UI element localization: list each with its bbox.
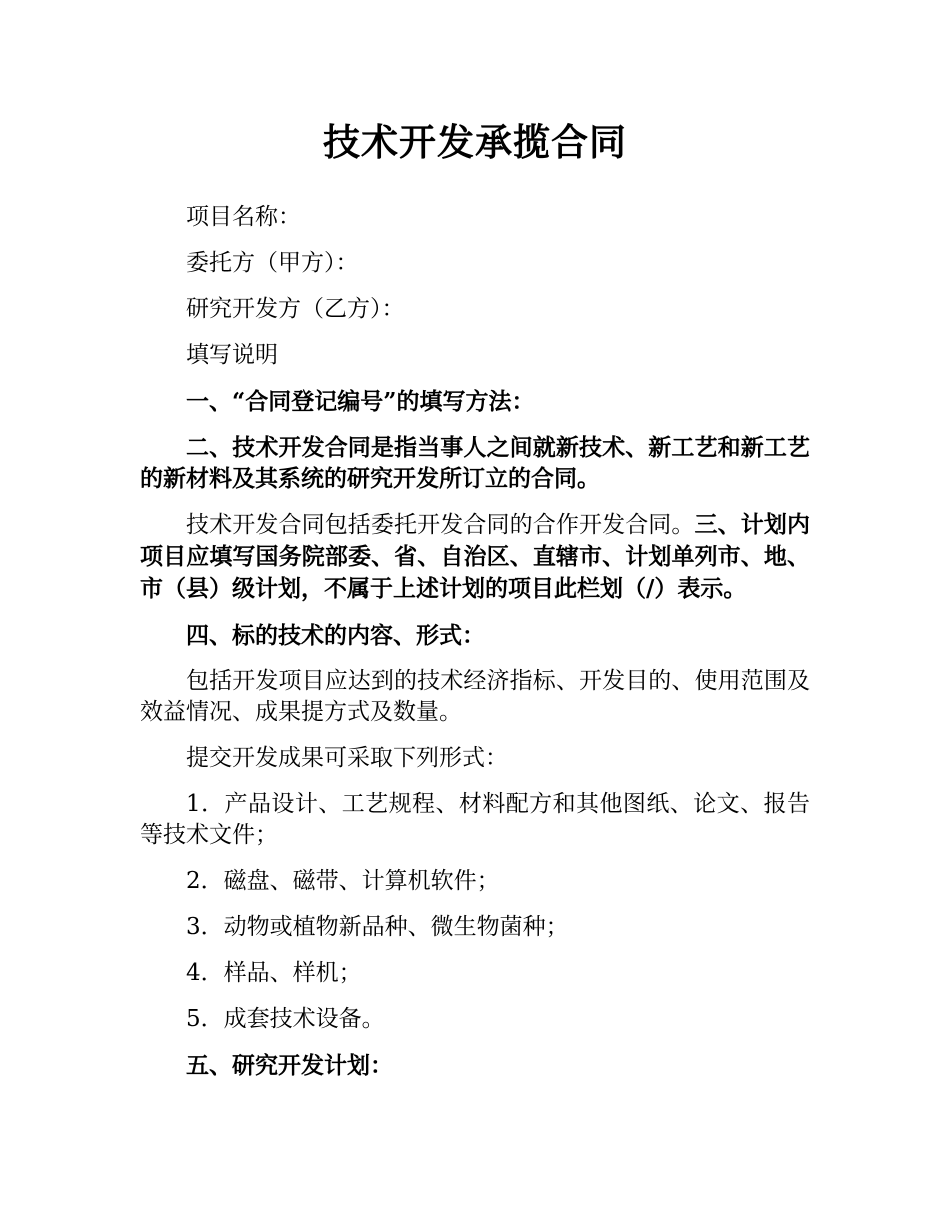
targets-paragraph: 包括开发项目应达到的技术经济指标、开发目的、使用范围及效益情况、成果提方式及数量。 (140, 668, 810, 725)
document-title: 技术开发承揽合同 (323, 120, 627, 164)
field-developer: 研究开发方（乙方）： (186, 296, 405, 322)
field-project-name: 项目名称： (186, 204, 301, 230)
instructions-heading: 填写说明 (186, 342, 278, 368)
field-client: 委托方（甲方）： (186, 250, 359, 276)
item-2-paragraph: 二、技术开发合同是指当事人之间就新技术、新工艺和新工艺的新材料及其系统的研究开发所订立的合同。 (140, 434, 810, 492)
list-item: 1．产品设计、工艺规程、材料配方和其他图纸、论文、报告等技术文件； (140, 791, 810, 848)
item-5-heading: 五、研究开发计划： (186, 1052, 393, 1079)
list-item: 5．成套技术设备。 (186, 1006, 385, 1032)
item-4-heading: 四、标的技术的内容、形式： (186, 622, 485, 649)
item-1-heading: 一、“合同登记编号”的填写方法： (186, 388, 535, 415)
list-item: 4．样品、样机； (186, 960, 362, 986)
list-item: 3．动物或植物新品种、微生物菌种； (186, 914, 569, 940)
document-body (140, 202, 810, 1096)
scope-paragraph (140, 509, 810, 605)
scope-text: 技术开发合同包括委托开发合同的合作开发合同。 (186, 512, 695, 538)
item-3-text: 三、计划内项目应填写国务院部委、省、自治区、直辖市、计划单列市、地、市（县）级计划，不属于上述计划的项目此栏划（/）表示。 (140, 511, 811, 602)
forms-paragraph: 提交开发成果可采取下列形式： (186, 745, 508, 771)
list-item: 2．磁盘、磁带、计算机软件； (186, 868, 500, 894)
